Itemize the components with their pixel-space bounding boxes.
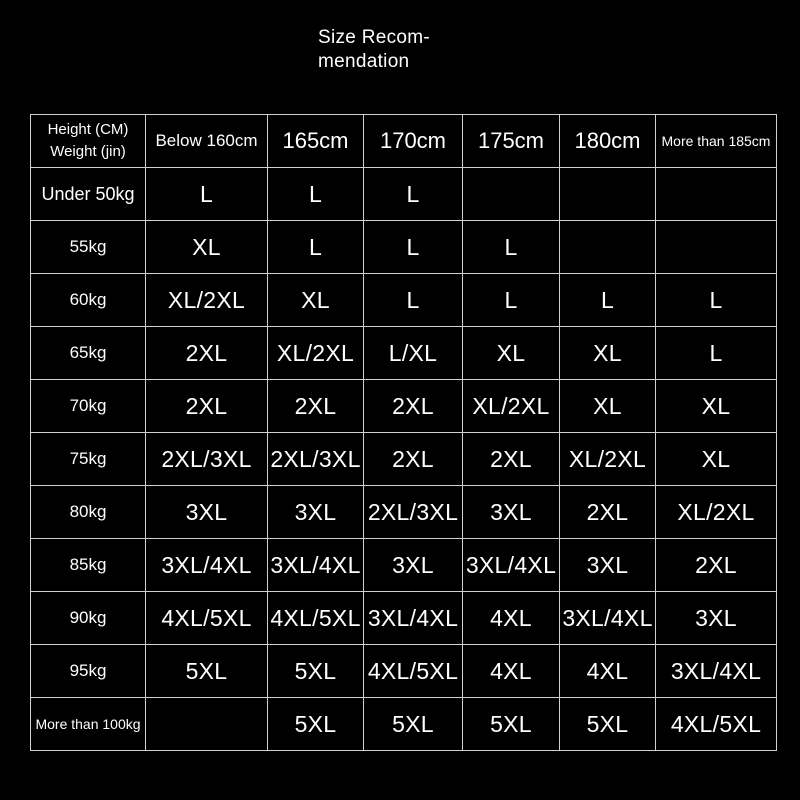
size-cell: 2XL: [364, 433, 463, 486]
size-cell: L: [364, 221, 463, 274]
size-cell: 3XL/4XL: [463, 539, 560, 592]
table-row: [31, 539, 777, 592]
size-cell: 2XL: [656, 539, 777, 592]
size-cell: 4XL/5XL: [146, 592, 268, 645]
size-cell: 4XL: [463, 592, 560, 645]
size-cell: XL: [560, 327, 656, 380]
size-cell: 3XL/4XL: [656, 645, 777, 698]
size-cell: 4XL: [560, 645, 656, 698]
size-cell: 3XL: [364, 539, 463, 592]
title-line-1: Size Recom-: [318, 27, 431, 48]
table-row: [31, 327, 777, 380]
row-weight-label: More than 100kg: [31, 698, 146, 751]
size-cell: 2XL: [268, 380, 364, 433]
header-row: [31, 115, 777, 168]
table-row: [31, 221, 777, 274]
column-header: 165cm: [268, 115, 364, 168]
size-cell: 4XL/5XL: [656, 698, 777, 751]
size-cell: 5XL: [268, 645, 364, 698]
size-cell: L: [656, 327, 777, 380]
size-cell: L/XL: [364, 327, 463, 380]
column-header: More than 185cm: [656, 115, 777, 168]
size-cell: 2XL: [560, 486, 656, 539]
size-cell: L: [268, 221, 364, 274]
table-row: [31, 486, 777, 539]
size-cell: 3XL: [560, 539, 656, 592]
table-row: [31, 645, 777, 698]
size-cell: 5XL: [268, 698, 364, 751]
size-cell: XL: [268, 274, 364, 327]
size-cell: XL/2XL: [560, 433, 656, 486]
size-cell: 2XL: [364, 380, 463, 433]
size-cell: XL/2XL: [268, 327, 364, 380]
size-cell: L: [560, 274, 656, 327]
size-cell: 5XL: [364, 698, 463, 751]
size-cell: 3XL/4XL: [268, 539, 364, 592]
size-cell: 5XL: [560, 698, 656, 751]
weight-axis-label: Weight (jin): [50, 143, 126, 160]
size-cell: L: [364, 274, 463, 327]
size-cell: L: [463, 221, 560, 274]
size-cell: [560, 221, 656, 274]
row-weight-label: 55kg: [31, 221, 146, 274]
size-cell: 5XL: [463, 698, 560, 751]
page-title: [318, 26, 518, 74]
column-header: 180cm: [560, 115, 656, 168]
size-cell: [656, 221, 777, 274]
column-header: Below 160cm: [146, 115, 268, 168]
size-cell: 2XL/3XL: [146, 433, 268, 486]
size-cell: XL/2XL: [656, 486, 777, 539]
size-cell: [463, 168, 560, 221]
table-row: [31, 698, 777, 751]
row-weight-label: 75kg: [31, 433, 146, 486]
corner-header: [31, 115, 146, 168]
table-row: [31, 168, 777, 221]
size-cell: 3XL: [463, 486, 560, 539]
column-header: 175cm: [463, 115, 560, 168]
column-header: 170cm: [364, 115, 463, 168]
size-cell: [146, 698, 268, 751]
size-cell: L: [656, 274, 777, 327]
table-row: [31, 380, 777, 433]
size-cell: 2XL: [146, 327, 268, 380]
row-weight-label: 60kg: [31, 274, 146, 327]
row-weight-label: 90kg: [31, 592, 146, 645]
row-weight-label: Under 50kg: [31, 168, 146, 221]
table-row: [31, 274, 777, 327]
row-weight-label: 95kg: [31, 645, 146, 698]
size-cell: 4XL/5XL: [268, 592, 364, 645]
row-weight-label: 70kg: [31, 380, 146, 433]
size-cell: XL/2XL: [463, 380, 560, 433]
size-cell: 4XL/5XL: [364, 645, 463, 698]
size-cell: XL/2XL: [146, 274, 268, 327]
title-line-2: mendation: [318, 51, 410, 72]
size-cell: XL: [463, 327, 560, 380]
size-cell: 3XL/4XL: [146, 539, 268, 592]
size-cell: 2XL/3XL: [268, 433, 364, 486]
row-weight-label: 85kg: [31, 539, 146, 592]
size-cell: 3XL: [656, 592, 777, 645]
size-cell: 3XL/4XL: [364, 592, 463, 645]
height-axis-label: Height (CM): [47, 121, 129, 138]
size-cell: L: [146, 168, 268, 221]
size-cell: XL: [656, 380, 777, 433]
size-cell: 3XL: [146, 486, 268, 539]
size-cell: 5XL: [146, 645, 268, 698]
size-cell: 2XL: [463, 433, 560, 486]
size-cell: 2XL: [146, 380, 268, 433]
size-cell: [560, 168, 656, 221]
row-weight-label: 65kg: [31, 327, 146, 380]
size-cell: XL: [560, 380, 656, 433]
size-cell: [656, 168, 777, 221]
size-cell: XL: [656, 433, 777, 486]
size-cell: 2XL/3XL: [364, 486, 463, 539]
row-weight-label: 80kg: [31, 486, 146, 539]
size-cell: L: [268, 168, 364, 221]
size-cell: 4XL: [463, 645, 560, 698]
table-row: [31, 433, 777, 486]
table-row: [31, 592, 777, 645]
size-cell: XL: [146, 221, 268, 274]
size-cell: 3XL/4XL: [560, 592, 656, 645]
size-cell: L: [364, 168, 463, 221]
size-cell: 3XL: [268, 486, 364, 539]
size-recommendation-table: [30, 114, 777, 751]
size-cell: L: [463, 274, 560, 327]
